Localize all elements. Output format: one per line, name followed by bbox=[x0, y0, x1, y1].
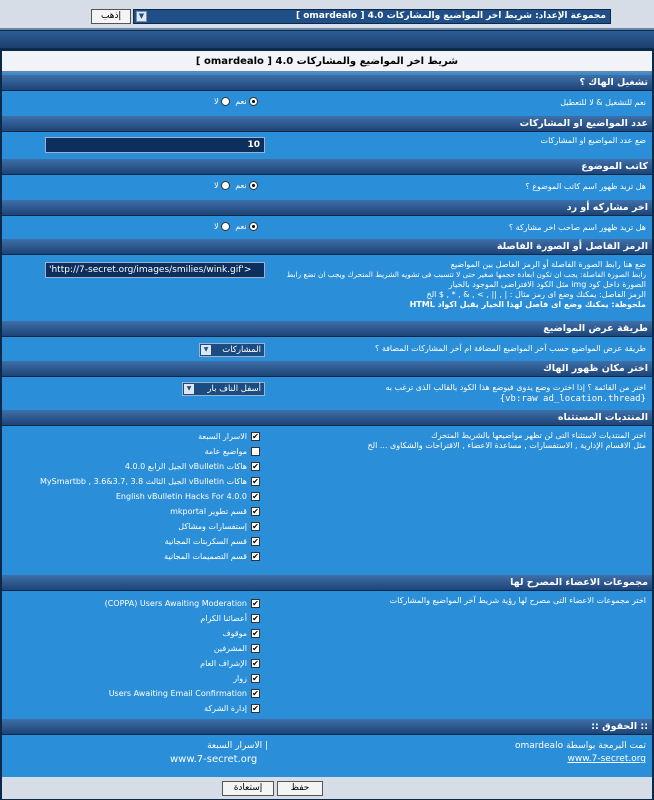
rights-left-line1: | الاسرار السبعة bbox=[207, 741, 268, 751]
checkbox[interactable]: ✔ bbox=[252, 599, 259, 608]
forum-option-label: هاكات vBulletin الجيل الثالث 3.8 ,3.7&3.6 , MySmartbb bbox=[40, 477, 247, 486]
group-option-label: زوار bbox=[233, 674, 247, 683]
panel-title: شريط اخر المواضيع والمشاركات 4.0 [ omardealo ] bbox=[2, 51, 652, 73]
checkbox[interactable]: ✔ bbox=[252, 432, 259, 441]
checkbox[interactable]: ✔ bbox=[252, 659, 259, 668]
location-select[interactable] bbox=[182, 382, 265, 396]
chevron-down-icon[interactable]: ▼ bbox=[184, 384, 194, 394]
section-display-title: طريقة عرض المواضيع bbox=[2, 321, 652, 337]
go-button[interactable]: إذهب bbox=[91, 9, 131, 24]
reset-button[interactable]: إستعادة bbox=[222, 781, 274, 796]
forums-desc-1: اختر المنتديات لاستثناء التى لن تظهر مواضيعها بالشريط المتحرك bbox=[431, 431, 646, 440]
checkbox[interactable]: ✔ bbox=[252, 629, 259, 638]
group-option-label: المشرفين bbox=[213, 644, 247, 653]
separator-desc-1: ضع هنا رابط الصورة الفاصلة أو الرمز الفاصل بين المواضيع bbox=[450, 260, 646, 269]
section-author-desc: هل تريد ظهور اسم كاتب الموضوع ؟ bbox=[525, 182, 646, 191]
checkbox[interactable]: ✔ bbox=[252, 674, 259, 683]
checkbox[interactable]: ✔ bbox=[252, 477, 259, 486]
section-lastpost-title: اخر مشاركه أو رد bbox=[2, 200, 652, 216]
location-code: {vb:raw ad_location.thread} bbox=[499, 394, 646, 404]
header-band bbox=[0, 31, 654, 48]
checkbox[interactable]: ✔ bbox=[252, 492, 259, 501]
enable-no-label: لا bbox=[214, 97, 219, 106]
rights-right-line1: تمت البرمجة بواسطة omardealo bbox=[514, 741, 646, 751]
checkbox[interactable]: ✔ bbox=[252, 704, 259, 713]
groups-checkbox-list bbox=[10, 596, 260, 716]
forum-option-label: قسم السكربتات المجانية bbox=[164, 537, 247, 546]
separator-desc-3: الصورة داخل كود img مثل الكود الافتراضى الموجود بالخيار bbox=[448, 280, 646, 289]
group-option-label: موقوف bbox=[222, 629, 247, 638]
separator-desc-5: ملحوظة: يمكنك وضع اى فاصل لهذا الخيار يقبل اكواد HTML bbox=[409, 300, 646, 309]
rights-link[interactable]: www.7-secret.org bbox=[567, 754, 646, 764]
section-count-title: عدد المواضيع او المشاركات bbox=[2, 116, 652, 132]
checkbox[interactable]: ✔ bbox=[252, 614, 259, 623]
forums-checkbox-list bbox=[10, 429, 260, 564]
group-option[interactable] bbox=[10, 641, 260, 656]
chevron-down-icon[interactable]: ▼ bbox=[136, 11, 147, 22]
section-lastpost-desc: هل تريد ظهور اسم صاحب اخر مشاركة ؟ bbox=[508, 223, 646, 232]
group-option[interactable] bbox=[10, 671, 260, 686]
author-yes-radio[interactable] bbox=[249, 181, 258, 190]
lastpost-no-radio[interactable] bbox=[221, 222, 230, 231]
forum-option[interactable] bbox=[10, 519, 260, 534]
group-option[interactable] bbox=[10, 701, 260, 716]
forum-option-label: إستفسارات ومشاكل bbox=[178, 522, 247, 531]
display-select[interactable] bbox=[199, 343, 265, 357]
checkbox[interactable]: ✔ bbox=[252, 522, 259, 531]
section-author-title: كاتب الموضوع bbox=[2, 159, 652, 175]
forum-option-label: هاكات vBulletin الجيل الرابع 4.0.0 bbox=[124, 462, 247, 471]
author-yes-label: نعم bbox=[235, 181, 247, 190]
checkbox[interactable]: ✔ bbox=[252, 689, 259, 698]
checkbox[interactable]: ✔ bbox=[252, 462, 259, 471]
enable-no-radio[interactable] bbox=[221, 97, 230, 106]
enable-radio-group bbox=[214, 97, 258, 106]
checkbox[interactable]: ✔ bbox=[252, 507, 259, 516]
group-option[interactable] bbox=[10, 626, 260, 641]
forum-option[interactable] bbox=[10, 549, 260, 564]
group-option-label: أعضائنا الكرام bbox=[200, 614, 247, 623]
action-bar bbox=[2, 777, 652, 799]
forum-option-label: مواضيع عامة bbox=[204, 447, 247, 456]
forums-desc-2: مثل الاقسام الإدارية , الاستفسارات , مساعدة الاعضاء , الاقتراحات والشكاوى ... الخ bbox=[367, 441, 646, 450]
settings-panel bbox=[1, 50, 653, 800]
location-select-value: أسفل الناف بار bbox=[207, 384, 261, 394]
chevron-down-icon[interactable]: ▼ bbox=[201, 345, 211, 355]
forum-option-label: قسم التصميمات المجانية bbox=[164, 552, 247, 561]
enable-yes-radio[interactable] bbox=[249, 97, 258, 106]
group-option[interactable] bbox=[10, 611, 260, 626]
forum-option[interactable] bbox=[10, 489, 260, 504]
separator-input[interactable]: 'http://7-secret.org/images/smilies/wink.gif'> bbox=[45, 262, 265, 278]
group-option-label: Users Awaiting Email Confirmation bbox=[108, 689, 247, 698]
section-enable-desc: نعم للتشغيل & لا للتعطيل bbox=[560, 98, 646, 107]
checkbox[interactable]: ✔ bbox=[252, 552, 259, 561]
separator-desc-4: الرمز الفاصل: يمكنك وضع اى رمز مثال : | , || , > , & , * , $ الخ bbox=[426, 290, 646, 299]
group-option-label: إدارة الشركة bbox=[204, 704, 247, 713]
section-display-desc: طريقة عرض المواضيع حسب آخر المواضيع المضافة ام آخر المشاركات المضافة ؟ bbox=[375, 344, 646, 353]
section-forums-title: المنتديات المستثناه bbox=[2, 410, 652, 426]
lastpost-radio-group bbox=[214, 222, 258, 231]
forum-option[interactable] bbox=[10, 534, 260, 549]
rights-row bbox=[2, 735, 652, 775]
location-desc-1: اختر من القائمة ؟ إذا اخترت وضع يدوى فيوضع هذا الكود بالقالب الذى ترغب به bbox=[385, 383, 646, 392]
group-option[interactable] bbox=[10, 686, 260, 701]
forum-option[interactable] bbox=[10, 459, 260, 474]
section-groups-title: مجموعات الاعضاء المصرح لها bbox=[2, 575, 652, 591]
group-option-label: الإشراف العام bbox=[200, 659, 247, 668]
section-count-desc: ضع عدد المواضيع او المشاركات bbox=[540, 136, 646, 145]
forum-option-label: قسم تطوير mkportal bbox=[170, 507, 247, 516]
forum-option[interactable] bbox=[10, 504, 260, 519]
checkbox[interactable]: ✔ bbox=[252, 644, 259, 653]
group-option[interactable] bbox=[10, 596, 260, 611]
section-location-title: اختر مكان ظهور الهاك bbox=[2, 361, 652, 377]
checkbox[interactable] bbox=[251, 447, 260, 456]
section-separator-title: الرمز الفاصل أو الصورة الفاصلة bbox=[2, 239, 652, 255]
checkbox[interactable]: ✔ bbox=[252, 537, 259, 546]
group-option-label: COPPA) Users Awaiting Moderation) bbox=[104, 599, 247, 608]
setting-group-value: مجموعة الإعداد: شريط اخر المواضيع والمشاركات 4.0 [ omardealo ] bbox=[296, 11, 606, 21]
section-enable-title: تشغيل الهاك ؟ bbox=[2, 75, 652, 91]
display-select-value: المشاركات bbox=[222, 345, 261, 355]
forum-option-label: الاسرار السبعة bbox=[198, 432, 247, 441]
enable-yes-label: نعم bbox=[235, 97, 247, 106]
groups-desc: اختر مجموعات الاعضاء التى مصرح لها رؤية شريط آخر المواضيع والمشاركات bbox=[389, 596, 646, 605]
setting-group-select[interactable] bbox=[133, 9, 611, 24]
forum-option-label: English vBulletin Hacks For 4.0.0 bbox=[115, 492, 247, 501]
separator-desc-2: رابط الصورة الفاصلة: يجب ان تكون ابعادة حجمها صغير حتى لا تتسبب فى تشويه الشريط المتحرك ويجب ان تضع رابط bbox=[286, 270, 646, 279]
author-radio-group bbox=[214, 181, 258, 190]
lastpost-yes-label: نعم bbox=[235, 222, 247, 231]
author-no-label: لا bbox=[214, 181, 219, 190]
forum-option[interactable] bbox=[10, 444, 260, 459]
forum-option[interactable] bbox=[10, 429, 260, 444]
group-option[interactable] bbox=[10, 656, 260, 671]
save-button[interactable]: حفظ bbox=[277, 781, 323, 796]
author-no-radio[interactable] bbox=[221, 181, 230, 190]
lastpost-no-label: لا bbox=[214, 222, 219, 231]
section-rights-title: :: الحقوق :: bbox=[2, 719, 652, 735]
lastpost-yes-radio[interactable] bbox=[249, 222, 258, 231]
count-input[interactable]: 10 bbox=[45, 137, 265, 153]
rights-left-line2: www.7-secret.org bbox=[170, 754, 258, 765]
setting-group-bar bbox=[0, 0, 654, 30]
forum-option[interactable] bbox=[10, 474, 260, 489]
